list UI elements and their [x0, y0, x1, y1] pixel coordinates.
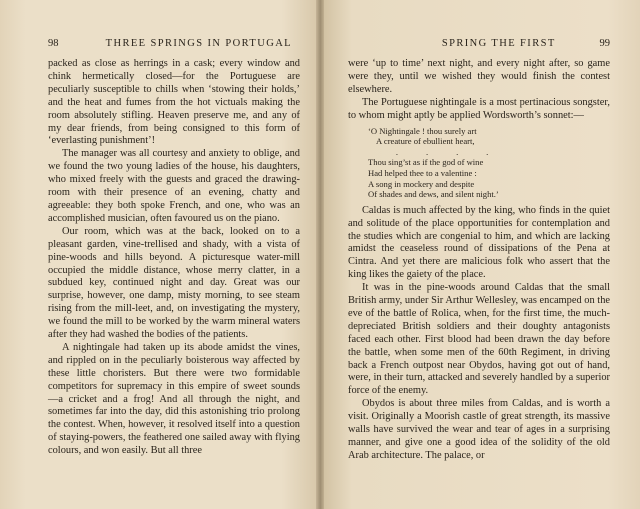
- sonnet-quote: [368, 126, 610, 200]
- right-page-body: [348, 58, 610, 463]
- running-head: SPRING THE FIRST: [441, 38, 556, 49]
- paragraph: It was in the pine-woods around Caldas that the small British army, under Sir Arthur Wellesley, was encamped on the eve of the battle of Rolica, when, for the first time, the much-depreciated British soldiers and their doughty antagonists faced each other. First blood had been drawn the day before the battle, when some men of the 60th Regiment, in driving back a French outpost near Obydos, having got out of hand, were, in their turn, attacked and severely handled by a superior force of the enemy.: [348, 282, 610, 397]
- poem-line: Of shades and dews, and silent night.’: [368, 189, 499, 200]
- left-page-body: [48, 58, 300, 458]
- right-page: [320, 0, 640, 509]
- paragraph: The manager was all courtesy and anxiety to oblige, and we found the two young ladies of the house, his daughters, who mixed freely with the guests and graced the drawing-room with their presence of an evening, chatty and agreeable: they both spoke French, and one, who was an accomplished musician, often favoured us on the piano.: [48, 148, 300, 224]
- left-page-header: [48, 38, 300, 49]
- running-head: THREE SPRINGS IN PORTUGAL: [105, 38, 292, 49]
- poem-line: A creature of ebullient heart,: [376, 136, 475, 147]
- poem-line: Had helped thee to a valentine :: [368, 167, 477, 178]
- paragraph: The Portuguese nightingale is a most pertinacious songster, to whom might aptly be applied Wordsworth’s sonnet:—: [348, 96, 610, 121]
- right-page-header: [348, 38, 610, 49]
- paragraph: A nightingale had taken up its abode amidst the vines, and rippled on in the peculiarly boisterous way affected by these little choristers. But there were two formidable competitors for supremacy in this empire of sweet sounds —a cricket and a frog! And all through the night, and sometimes far into the day, did this astonishing trio prolong the contest. When, however, it resolved itself into a question of staying-powers, the feathered one sailed away with flying colours, and won easily. But all three: [48, 341, 300, 457]
- paragraph: Our room, which was at the back, looked on to a pleasant garden, vine-trellised and shady, with a vista of pine-woods and hills beyond. A picturesque water-mill occupied the middle distance, whose merry clatter, in a subdued key, continued night and day. Great was our surprise, however, one damp, misty morning, to see steam rising from the mill-leet, and, on investigating the mystery, we found the mill to be worked by the warm mineral waters after they had washed the bodies of the patients.: [48, 225, 300, 341]
- paragraph: Caldas is much affected by the king, who finds in the quiet and solitude of the place opportunities for contemplation and the studies which are congenial to him, and which are lacking amidst the ceaseless round of dissipations of the Pena at Cintra. And yet there are malicious folk who assert that the king likes the gaiety of the place.: [348, 204, 610, 281]
- poem-line: Thou sing’st as if the god of wine: [368, 157, 484, 168]
- poem-ellipsis: . . . .: [368, 146, 489, 157]
- book-gutter: [316, 0, 324, 509]
- page-number: 99: [599, 38, 610, 49]
- page-number: 98: [48, 38, 59, 49]
- poem-line: ‘O Nightingale ! thou surely art: [368, 125, 477, 136]
- paragraph: Obydos is about three miles from Caldas, and is worth a visit. Originally a Moorish castle of great strength, its massive walls have survived the wear and tear of ages in a surprising manner, and give one a good idea of the solidity of the old Arab architecture. The palace, or: [348, 398, 610, 461]
- poem-line: A song in mockery and despite: [368, 178, 475, 189]
- paragraph: packed as close as herrings in a cask; every window and chink hermetically closed—for the Portuguese are peculiarly susceptible to chills when ‘stowing their holds,’ and the heat and fumes from the hot victuals making the room absolutely stifling. Heaven preserve me, and any of my dear friends, from being consigned to this form of ‘everlasting punishment’!: [48, 58, 300, 147]
- paragraph: were ‘up to time’ next night, and every night after, so game were they, until we wished they would finish the contest elsewhere.: [348, 58, 610, 95]
